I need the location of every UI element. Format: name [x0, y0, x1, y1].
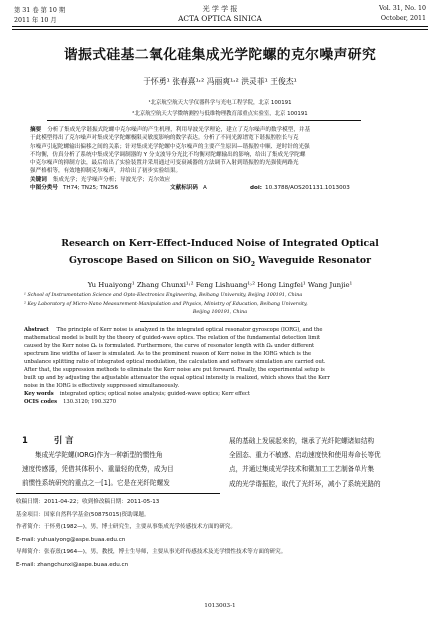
affiliation-en-rule [140, 321, 300, 322]
ocis-label: OCIS codes [24, 399, 58, 405]
abstract-en-line: built up and by adjusting the adjustable attenuator the equal optical intensity is realized, which shows that the Kerr [24, 375, 330, 381]
affiliation-en [24, 292, 416, 318]
ocis-codes: 130.3120; 190.3270 [63, 399, 116, 405]
received-date: 收稿日期：2011-04-22；收到修改稿日期：2011-05-13 [16, 499, 160, 505]
header-journal-cn: 光 学 学 报 [202, 5, 238, 13]
header-journal-en: ACTA OPTICA SINICA [178, 14, 262, 23]
affiliation-en-2-cont: Beijing 100191, China [192, 310, 248, 316]
abstract-en [24, 326, 416, 406]
keywords-cn: 集成光学；光学噪声分析；导波光学；克尔效应 [52, 176, 171, 183]
header-rule-thin [12, 29, 428, 30]
abstract-en-line: The principle of Kerr noise is analyzed in the integrated optical resonator gyroscope (IORG), and the [56, 327, 323, 333]
abstract-cn-line: 不均衡，仿真分析了系统中集成光学调制器的 Y 分支波导分光比不均衡对陀螺输出的影响，给出了集成光学陀螺 [30, 151, 306, 158]
document-code: A [202, 185, 207, 192]
paper-title-en-line-1: Research on Kerr-Effect-Induced Noise of Integrated Optical [61, 238, 379, 249]
header-volume-en: Vol. 31, No. 10 [379, 5, 426, 12]
class-number-label: 中图分类号 [30, 185, 58, 192]
intro-line: 成的光学谐振腔，取代了光纤环，减小了系统光路的 [229, 479, 381, 488]
authors-cn: 于怀勇¹ 张春熹¹˒² 冯丽爽¹˒² 洪灵菲¹ 王俊杰¹ [143, 77, 297, 86]
intro-line: 速度传感器，凭借其体积小、重量轻的优势，成为目 [22, 465, 174, 474]
abstract-cn-label: 摘要 [30, 127, 42, 133]
intro-line: 集成光学陀螺(IORG)作为一种新型的惯性角 [35, 451, 163, 459]
affiliation-cn-2: ²北京航空航天大学微纳测控与低维物理教育部重点实验室，北京 100191 [132, 111, 308, 117]
intro-left-column [22, 448, 218, 491]
advisor-email: E-mail: zhangchunxi@aspe.buaa.edu.cn [16, 561, 129, 568]
author-email: E-mail: yuhuaiyong@aspe.buaa.edu.cn [16, 536, 126, 543]
advisor-bio: 导师简介：张春熹(1964—)，男，教授，博士生导师，主要从事光纤传感技术及光学惯性技术等方面的研究。 [16, 549, 287, 555]
funding: 基金项目：国家自然科学基金(50875015)资助课题。 [16, 511, 150, 518]
abstract-en-label: Abstract [24, 327, 49, 333]
abstract-en-line: unbalance splitting ratio of integrated optical modulation, the calculation and software simulation are carried out. [24, 359, 326, 365]
class-number: TH74; TN25; TN256 [62, 185, 119, 192]
header-rule [12, 26, 428, 27]
abstract-en-line: spectrum line widths of laser is simulated. As to the prominent reason of Kerr noise in the IORG which is the [24, 351, 312, 357]
intro-right-column [229, 434, 425, 491]
affiliation-cn-1: ¹北京航空航天大学仪器科学与光电工程学院，北京 100191 [148, 100, 292, 106]
section-heading [22, 434, 74, 446]
keywords-en: integrated optics; optical noise analysis; guided-wave optics; Kerr effect [59, 391, 250, 397]
intro-line: 展的基础上发展起来的，继承了光纤陀螺诸如结构 [229, 437, 375, 445]
document-code-label: 文献标识码 [170, 185, 198, 192]
paper-title-en-line-2: Gyroscope Based on Silicon on SiO$_2$ Waveguide Resonator [69, 255, 371, 268]
abstract-en-line: mathematical model is built by the theory of guided-wave optics. The relation of the fundamental detection limit [24, 335, 321, 341]
header-volume: 第 31 卷 第 10 期 [14, 7, 66, 14]
intro-line: 全固态、重力不敏感、启动速度快和使用寿命长等优 [229, 451, 381, 460]
affiliation-en-2: ² Key Laboratory of Micro-Nano Measurement-Manipulation and Physics, Ministry of Education, Beihang University, [24, 301, 308, 307]
abstract-en-line: noise in the IORG is effectively suppressed simultaneously. [24, 383, 180, 389]
authors-en: Yu Huaiyong¹ Zhang Chunxi¹˒² Feng Lishuang¹˒² Hong Lingfei¹ Wang Junjie¹ [87, 281, 353, 289]
intro-line: 前惯性系统研究的重点之一[1]。它是在光纤陀螺发 [22, 479, 170, 488]
section-number: 1 [22, 435, 28, 445]
author-bio: 作者简介：于怀勇(1982—)，男，博士研究生，主要从事集成光学传感技术方面的研究。 [16, 524, 236, 530]
affiliation-rule [47, 120, 361, 121]
abstract-cn-line: 分析了集成光学谐振式陀螺中克尔噪声的产生机理，利用导波光学理论，建立了克尔噪声的数学模型，并基 [47, 127, 311, 133]
intro-line: 点，并通过集成光学技术和微加工工艺制备单片集 [229, 465, 375, 474]
abstract-cn-line: 尔噪声引起陀螺输出偏移之间的关系；针对集成光学陀螺中克尔噪声的主要产生原因—谐振腔中顺、逆时针的光强 [30, 143, 310, 150]
abstract-en-line: caused by the Kerr noise Ωₖ is formulated. Furthermore, the curve of resonator length with Ωₖ under different [24, 343, 315, 349]
abstract-cn-line: 中克尔噪声的抑制方法，最后给出了实验装置并采用通过可变衰减器的方法调节入射到谐振腔的光强使两路光 [30, 160, 299, 167]
abstract-cn [30, 126, 412, 192]
keywords-cn-label: 关键词 [30, 176, 47, 183]
header-date-en: October, 2011 [380, 15, 426, 22]
footnotes [16, 496, 426, 571]
affiliation-en-1: ¹ School of Instrumentation Science and Opto-Electronics Engineering, Beihang University, Beijing 100191, China [24, 293, 303, 298]
abstract-cn-line: 强严格相等，有效地抑制克尔噪声，并给出了初步实验结果。 [30, 168, 182, 175]
paper-title-cn: 谐振式硅基二氧化硅集成光学陀螺的克尔噪声研究 [63, 47, 377, 63]
doi-label: doi: [250, 185, 263, 192]
doi: 10.3788/AOS201131.1013003 [265, 185, 350, 192]
abstract-cn-line: 于此模型得出了克尔噪声对集成光学陀螺极限灵敏度影响的数学表达。分析了不同光源谱宽下谐振腔腔长与克 [30, 135, 299, 142]
keywords-en-label: Key words [24, 391, 54, 397]
page-number: 1013003-1 [204, 603, 236, 609]
section-title: 引 言 [53, 435, 74, 445]
footnote-rule [16, 493, 220, 494]
header-date: 2011 年 10 月 [14, 17, 57, 24]
abstract-en-line: After that, the suppression methods to eliminate the Kerr noise are put forward. Finally, the experimental setup is [24, 367, 325, 373]
